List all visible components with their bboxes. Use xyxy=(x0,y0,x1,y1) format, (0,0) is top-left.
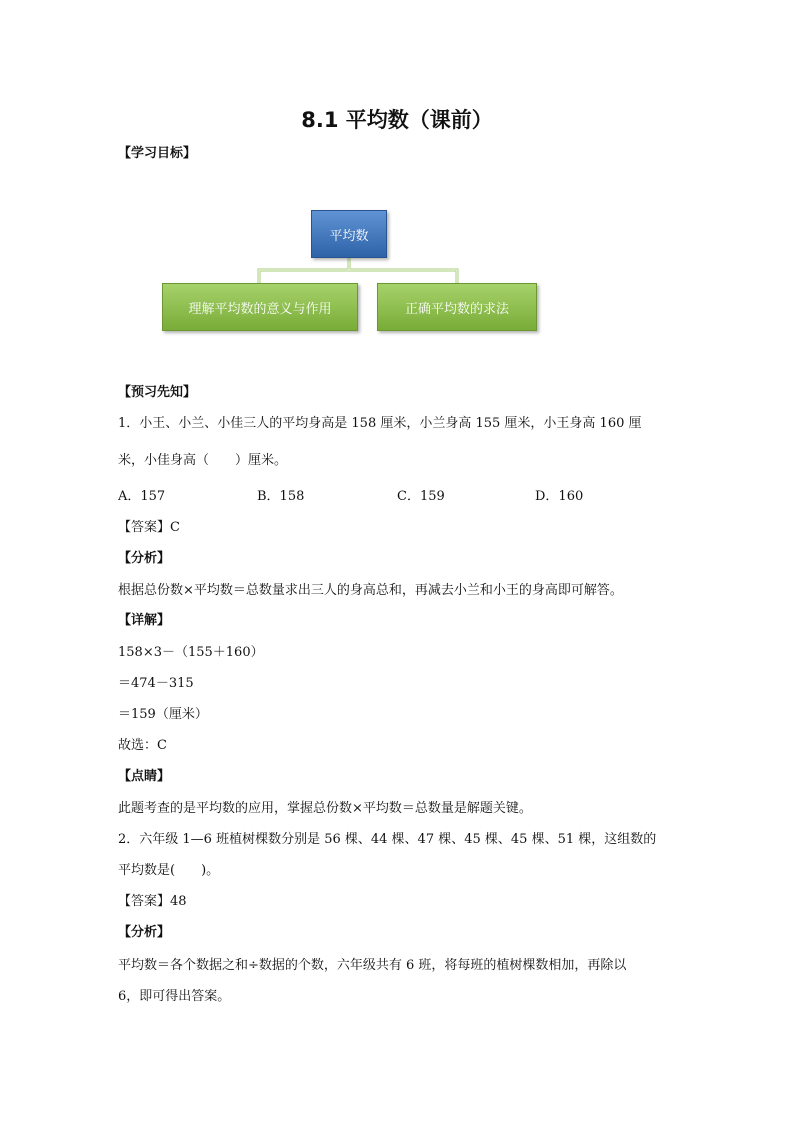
q2-analysis-line1: 平均数＝各个数据之和÷数据的个数，六年级共有 6 班，将每班的植树棵数相加，再除以 xyxy=(118,958,627,973)
page-title: 8.1 平均数（课前） xyxy=(301,108,493,132)
q1-detail-step4: 故选：C xyxy=(118,738,167,753)
connector-right xyxy=(349,270,457,283)
q1-answer: 【答案】C xyxy=(118,520,180,535)
q2-analysis-line2: 6，即可得出答案。 xyxy=(118,989,231,1004)
q1-analysis: 根据总份数×平均数＝总数量求出三人的身高总和，再减去小兰和小王的身高即可解答。 xyxy=(118,583,623,598)
q1-comment-label: 【点睛】 xyxy=(118,769,171,784)
section-goals-heading: 【学习目标】 xyxy=(118,146,197,161)
diagram-right-box: 正确平均数的求法 xyxy=(377,283,537,331)
q1-text-line2: 米，小佳身高（ ）厘米。 xyxy=(118,453,288,468)
q2-analysis-label: 【分析】 xyxy=(118,925,171,940)
q1-text-line1: 1．小王、小兰、小佳三人的平均身高是 158 厘米，小兰身高 155 厘米，小王身高 160 厘 xyxy=(118,416,642,431)
connector-right-inner xyxy=(349,270,457,283)
diagram-connector xyxy=(0,0,794,400)
q1-comment: 此题考查的是平均数的应用，掌握总份数×平均数＝总数量是解题关键。 xyxy=(118,801,532,816)
q2-text-line1: 2．六年级 1—6 班植树棵数分别是 56 棵、44 棵、47 棵、45 棵、45 棵、51 棵，这组数的 xyxy=(118,832,657,847)
q1-option-d: D．160 xyxy=(535,489,584,504)
q1-detail-label: 【详解】 xyxy=(118,613,171,628)
q1-option-b: B．158 xyxy=(257,489,305,504)
q2-answer: 【答案】48 xyxy=(118,894,187,909)
diagram-left-box: 理解平均数的意义与作用 xyxy=(162,283,358,331)
q1-option-c: C．159 xyxy=(397,489,445,504)
section-preview-heading: 【预习先知】 xyxy=(118,385,197,400)
connector-left-inner xyxy=(259,258,349,283)
q1-detail-step2: ＝474－315 xyxy=(118,676,194,691)
q1-option-a: A．157 xyxy=(118,489,166,504)
diagram-root-box: 平均数 xyxy=(311,210,387,258)
q2-text-line2: 平均数是( )。 xyxy=(118,863,220,878)
q1-detail-step1: 158×3－（155＋160） xyxy=(118,645,264,660)
q1-analysis-label: 【分析】 xyxy=(118,551,171,566)
q1-detail-step3: ＝159（厘米） xyxy=(118,707,208,722)
